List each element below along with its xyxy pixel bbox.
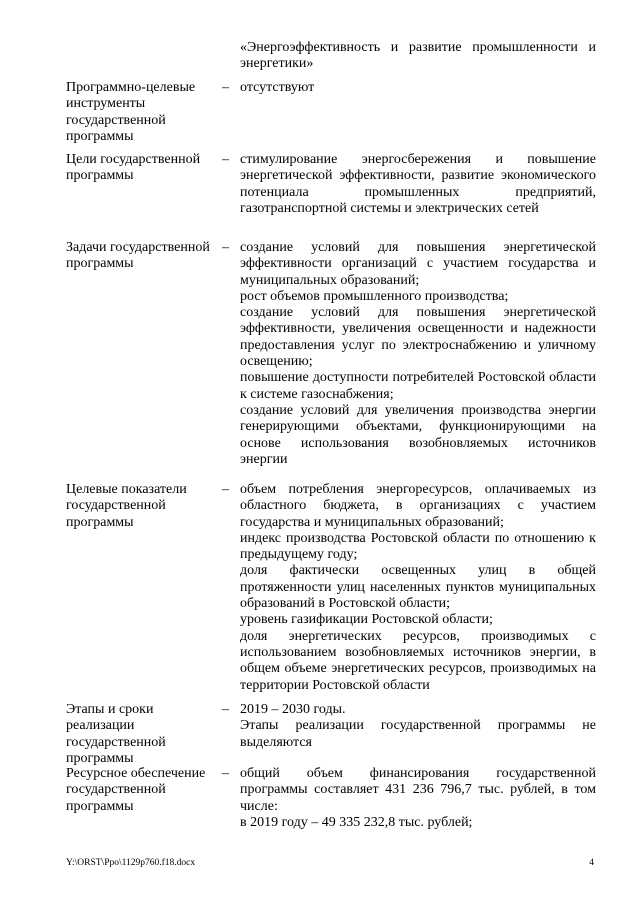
row-paragraph: 2019 – 2030 годы.	[240, 702, 346, 717]
row-label: Цели государственной программы	[66, 152, 201, 184]
row-paragraph: стимулирование энергосбережения и повышение энергетической эффективности, развитие экономического потенциала промышленных предприятий, газотранспортной системы и электрических сетей	[240, 152, 596, 216]
row-paragraph: рост объемов промышленного производства;	[240, 288, 509, 304]
row-content	[240, 766, 596, 831]
row-paragraph: повышение доступности потребителей Ростовской области к системе газоснабжения;	[240, 370, 596, 402]
row-paragraph: Этапы реализации государственной программы не выделяются	[240, 718, 596, 750]
row-paragraph: индекс производства Ростовской области по отношению к предыдущему году;	[240, 530, 596, 563]
row-label: Ресурсное обеспечение государственной программы	[66, 766, 206, 814]
row-paragraph: доля энергетических ресурсов, производимых с использованием возобновляемых источников энергии, в общем объеме энергетических ресурсов, производимых на территории Ростовской области	[240, 628, 596, 693]
row-content	[240, 80, 596, 145]
row-program-goals	[66, 152, 596, 217]
row-stages-and-terms	[66, 702, 596, 767]
row-dash: –	[222, 152, 229, 167]
program-title-continuation: «Энергоэффективность и развитие промышленности и энергетики»	[240, 40, 596, 72]
row-content	[240, 482, 596, 694]
row-paragraph: общий объем финансирования государственной программы составляет 431 236 796,7 тыс. рублей, в том числе:	[240, 766, 596, 814]
row-paragraph: уровень газификации Ростовской области;	[240, 612, 493, 628]
row-program-tasks	[66, 240, 596, 468]
row-dash: –	[222, 240, 229, 255]
row-content	[240, 152, 596, 217]
row-label: Задачи государственной программы	[66, 240, 210, 272]
row-dash: –	[222, 702, 229, 717]
row-content	[240, 240, 596, 468]
page-number: 4	[589, 858, 594, 868]
row-paragraph: в 2019 году – 49 335 232,8 тыс. рублей;	[240, 814, 473, 830]
row-dash: –	[222, 482, 229, 497]
row-paragraph: создание условий для увеличения производства энергии генерирующими объектами, функционирующими на основе использования возобновляемых источников энергии	[240, 402, 596, 467]
row-paragraph: доля фактически освещенных улиц в общей протяженности улиц населенных пунктов муниципальных образований в Ростовской области;	[240, 563, 596, 612]
row-resource-provision	[66, 766, 596, 831]
row-paragraph: отсутствуют	[240, 80, 315, 95]
row-paragraph: создание условий для повышения энергетической эффективности организаций с участием государства и муниципальных образований;	[240, 240, 596, 288]
row-paragraph: объем потребления энергоресурсов, оплачиваемых из областного бюджета, в организациях с участием государства и муниципальных образований;	[240, 482, 596, 530]
row-dash: –	[222, 766, 229, 781]
row-label: Целевые показатели государственной программы	[66, 482, 187, 530]
row-program-tools	[66, 80, 596, 145]
row-dash: –	[222, 80, 229, 95]
page-footer	[66, 858, 594, 868]
row-label: Этапы и сроки реализации государственной программы	[66, 702, 166, 766]
header-continuation-row	[66, 40, 596, 73]
row-target-indicators	[66, 482, 596, 694]
footer-file-path: Y:\ORST\Ppo\1129p760.f18.docx	[66, 858, 196, 868]
row-content	[240, 702, 596, 767]
row-label: Программно-целевые инструменты государственной программы	[66, 80, 196, 144]
row-paragraph: создание условий для повышения энергетической эффективности, увеличения освещенности и надежности предоставления услуг по электроснабжению и уличному освещению;	[240, 305, 596, 370]
